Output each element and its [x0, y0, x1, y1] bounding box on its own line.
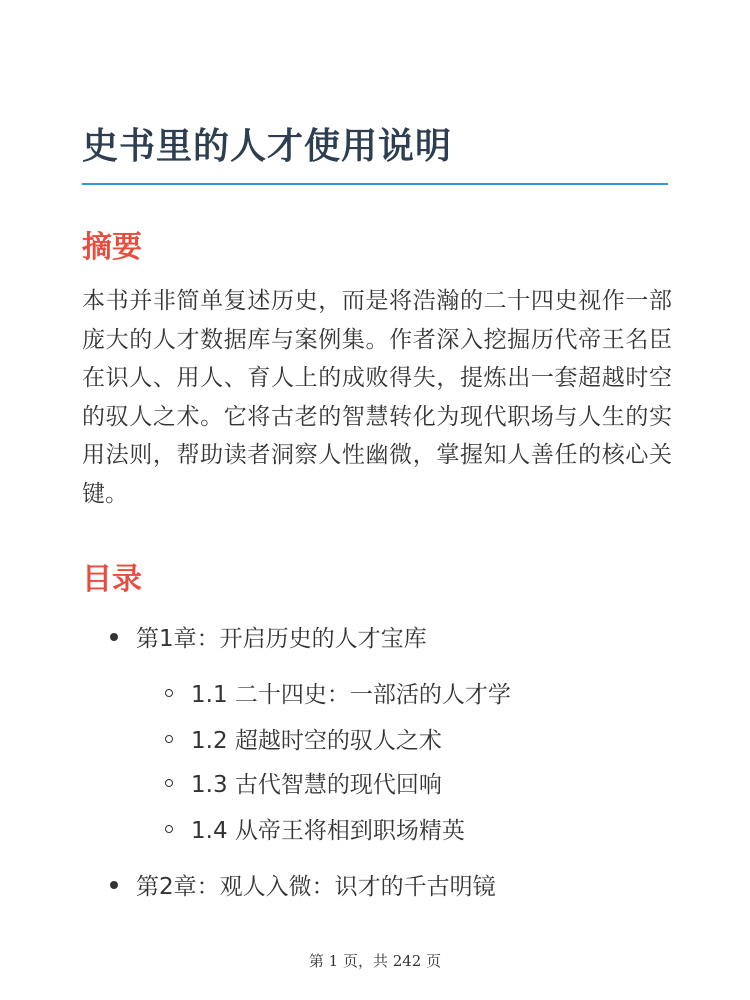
bullet-circle-icon: [165, 825, 173, 833]
toc-section-label: 1.2 超越时空的驭人之术: [191, 728, 442, 754]
toc-chapter-2-label: 第2章：观人入微：识才的千古明镜: [136, 874, 496, 900]
toc-heading: 目录: [82, 562, 142, 597]
toc-section-1-3: [165, 766, 442, 799]
bullet-disc-icon: [110, 881, 118, 889]
abstract-heading: 摘要: [82, 230, 142, 265]
toc-section-1-4: [165, 812, 465, 845]
toc-chapter-1-label: 第1章：开启历史的人才宝库: [136, 626, 427, 652]
bullet-disc-icon: [110, 633, 118, 641]
bullet-circle-icon: [165, 735, 173, 743]
title-divider: [82, 183, 668, 185]
toc-section-label: 1.4 从帝王将相到职场精英: [191, 818, 465, 844]
page-footer: 第 1 页，共 242 页: [308, 952, 442, 970]
toc-section-1-2: [165, 722, 442, 755]
toc-section-label: 1.1 二十四史：一部活的人才学: [191, 682, 511, 708]
toc-section-label: 1.3 古代智慧的现代回响: [191, 772, 442, 798]
bullet-circle-icon: [165, 689, 173, 697]
toc-chapter-1: [110, 620, 427, 653]
abstract-text: 本书并非简单复述历史，而是将浩瀚的二十四史视作一部庞大的人才数据库与案例集。作者深入挖掘历代帝王名臣在识人、用人、育人上的成败得失，提炼出一套超越时空的驭人之术。它将古老的智慧转化为现代职场与人生的实用法则，帮助读者洞察人性幽微，掌握知人善任的核心关键。: [82, 288, 672, 507]
document-title: 史书里的人才使用说明: [82, 126, 453, 167]
bullet-circle-icon: [165, 779, 173, 787]
toc-section-1-1: [165, 676, 511, 709]
toc-chapter-2: [110, 868, 496, 901]
